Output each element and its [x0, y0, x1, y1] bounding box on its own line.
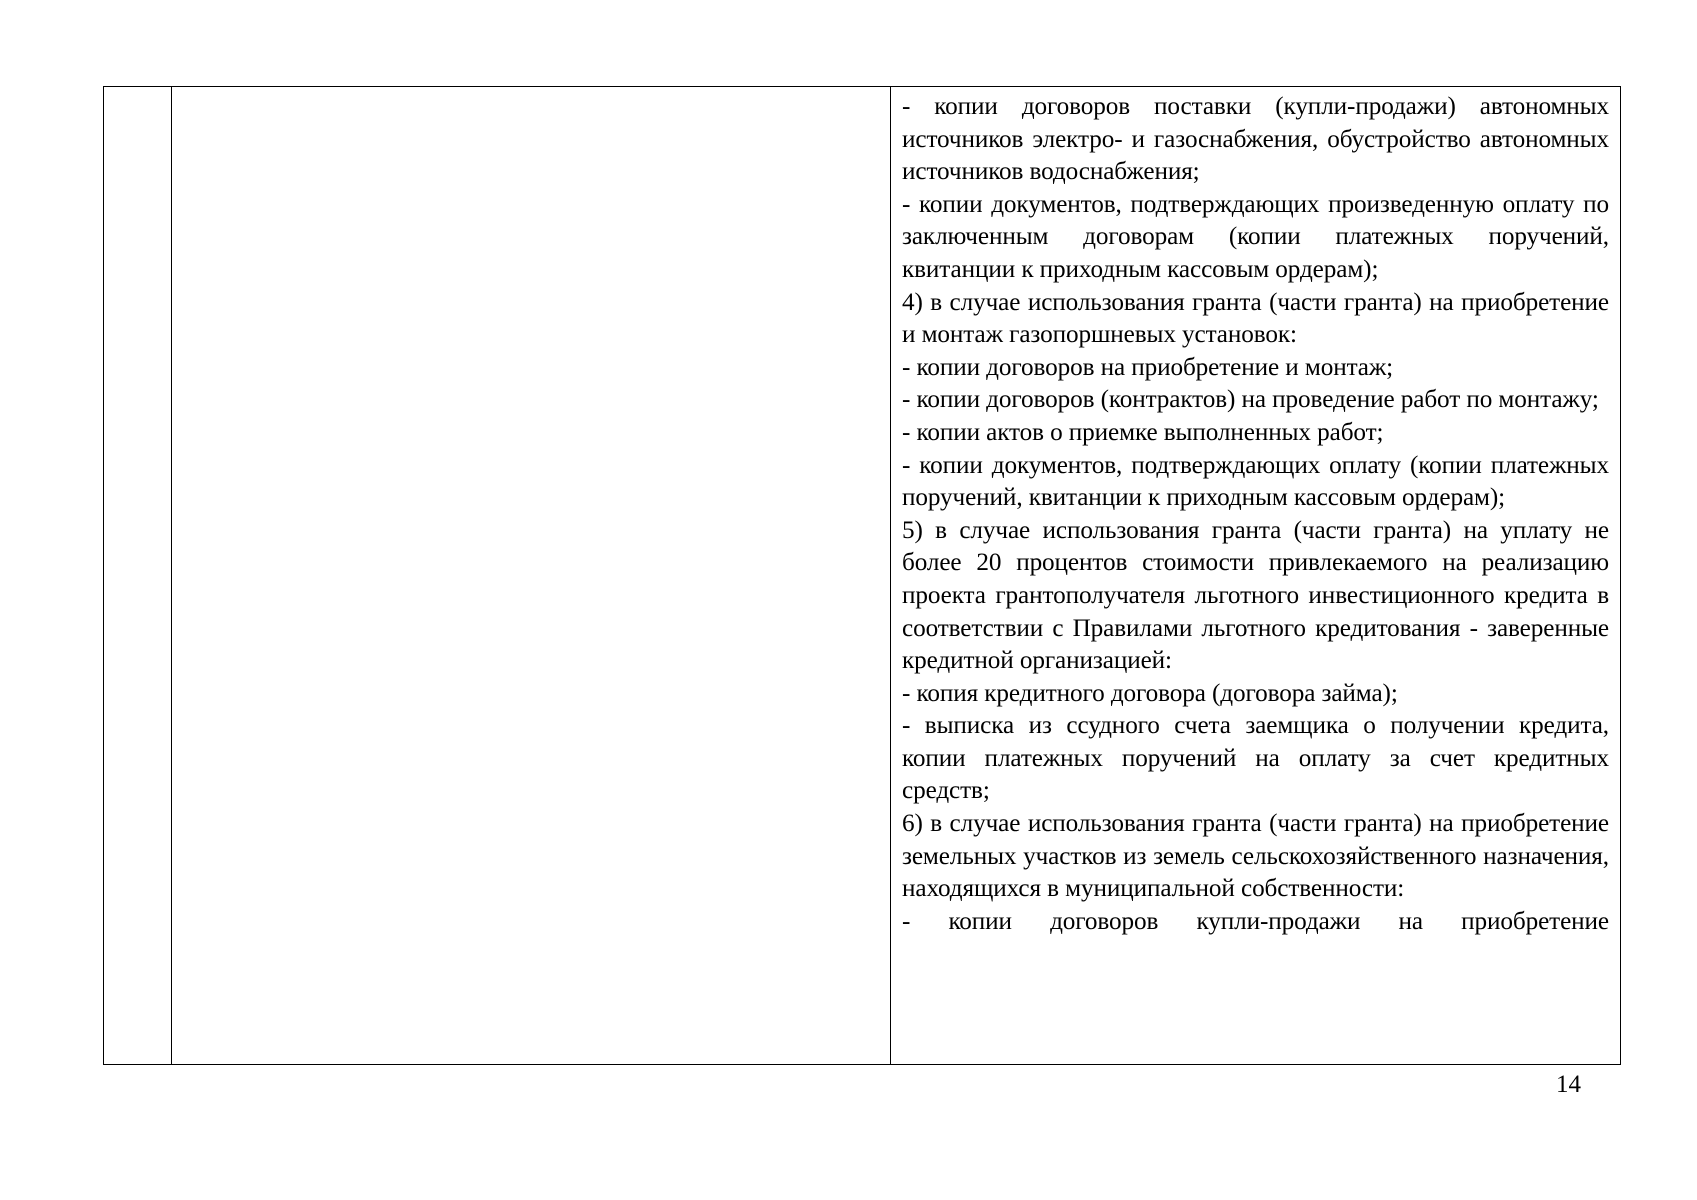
row-name-cell [172, 87, 891, 1064]
requirement-item: - копии документов, подтверждающих произведенную оплату по заключенным договорам (копии платежных поручений, квитанции к приходным кассовым ордерам); [902, 190, 1609, 283]
requirement-item: 6) в случае использования гранта (части гранта) на приобретение земельных участков из земель сельскохозяйственного назначения, находящихся в муниципальной собственности: [902, 810, 1609, 903]
requirement-item: - копии актов о приемке выполненных работ; [902, 418, 1384, 446]
requirement-item: 5) в случае использования гранта (части гранта) на уплату не более 20 процентов стоимости привлекаемого на реализацию проекта грантополучателя льготного инвестиционного кредита в соответствии с Правилами льготного кредитования - заверенные кредитной организацией: [902, 516, 1609, 675]
requirement-item: 4) в случае использования гранта (части гранта) на приобретение и монтаж газопоршневых установок: [902, 288, 1609, 349]
requirement-item: - копии договоров на приобретение и монтаж; [902, 353, 1394, 381]
requirement-item: - копии договоров поставки (купли-продажи) автономных источников электро- и газоснабжения, обустройство автономных источников водоснабжения; [902, 93, 1609, 186]
page-number: 14 [1556, 1071, 1581, 1098]
requirement-item: - копии документов, подтверждающих оплату (копии платежных поручений, квитанции к приходным кассовым ордерам); [902, 451, 1609, 512]
required-documents-cell [891, 87, 1620, 1064]
requirement-item: - копии договоров (контрактов) на проведение работ по монтажу; [902, 386, 1599, 414]
requirement-item: - копии договоров купли-продажи на приобретение [902, 907, 1609, 935]
document-table [103, 86, 1621, 1065]
requirement-item: - выписка из ссудного счета заемщика о получении кредита, копии платежных поручений на оплату за счет кредитных средств; [902, 712, 1609, 805]
requirement-item: - копия кредитного договора (договора займа); [902, 679, 1398, 707]
row-number-cell [104, 87, 172, 1064]
